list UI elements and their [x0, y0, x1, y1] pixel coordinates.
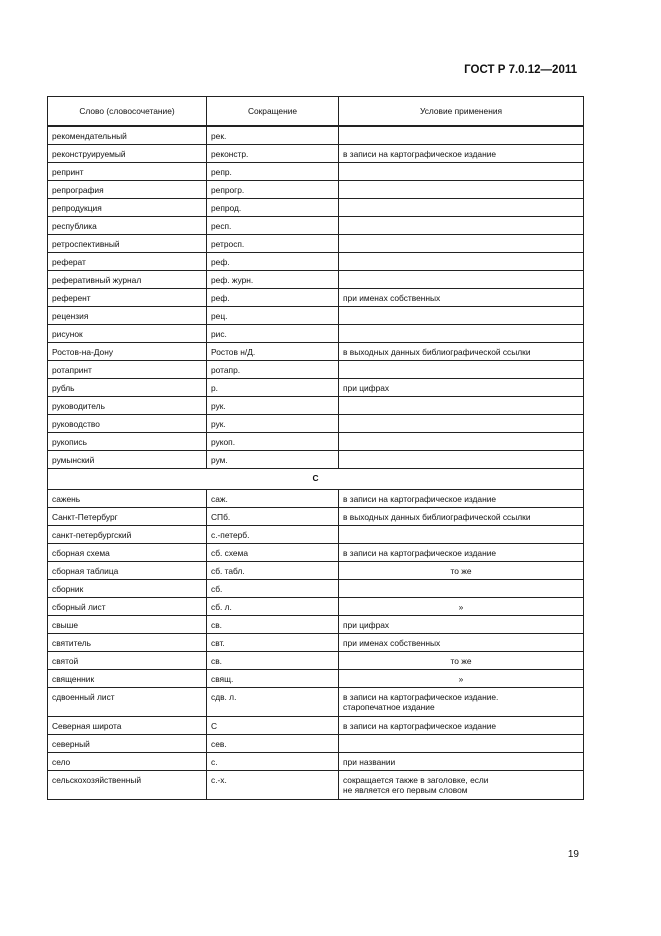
table-row [48, 360, 584, 378]
word-cell: Ростов-на-Дону [48, 342, 207, 360]
word-cell: реферативный журнал [48, 270, 207, 288]
condition-cell [339, 716, 584, 734]
abbreviation-cell: рук. [207, 396, 339, 414]
table-row [48, 144, 584, 162]
condition-cell [339, 597, 584, 615]
word-cell: святитель [48, 633, 207, 651]
table-row [48, 450, 584, 468]
condition-cell [339, 651, 584, 669]
word-cell: святой [48, 651, 207, 669]
abbreviation-cell: репрогр. [207, 180, 339, 198]
condition-cell [339, 306, 584, 324]
word-cell: сажень [48, 489, 207, 507]
abbreviation-cell: с.-х. [207, 770, 339, 799]
abbreviation-cell: Ростов н/Д. [207, 342, 339, 360]
table-row [48, 770, 584, 799]
condition-cell [339, 734, 584, 752]
condition-cell [339, 543, 584, 561]
condition-text: » [458, 673, 464, 684]
condition-cell [339, 687, 584, 716]
table-row [48, 306, 584, 324]
table-row [48, 651, 584, 669]
condition-cell [339, 752, 584, 770]
word-cell: село [48, 752, 207, 770]
page-number: 19 [567, 849, 579, 860]
word-cell: санкт-петербургский [48, 525, 207, 543]
abbreviation-cell: р. [207, 378, 339, 396]
condition-cell [339, 360, 584, 378]
section-row [48, 468, 584, 489]
condition-cell [339, 162, 584, 180]
abbreviation-cell: свящ. [207, 669, 339, 687]
table-row [48, 162, 584, 180]
word-cell: румынский [48, 450, 207, 468]
abbreviation-cell: св. [207, 651, 339, 669]
abbreviation-cell: сдв. л. [207, 687, 339, 716]
word-cell: рисунок [48, 324, 207, 342]
word-cell: репринт [48, 162, 207, 180]
word-cell: репрография [48, 180, 207, 198]
abbreviation-cell: рук. [207, 414, 339, 432]
condition-text: сокращается также в заголовке, если [343, 774, 489, 785]
word-cell: священник [48, 669, 207, 687]
condition-cell [339, 489, 584, 507]
condition-cell [339, 216, 584, 234]
abbreviation-cell: реф. [207, 288, 339, 306]
word-cell: Санкт-Петербург [48, 507, 207, 525]
word-cell: руководитель [48, 396, 207, 414]
table-row [48, 324, 584, 342]
condition-text: в записи на картографическое издание [343, 720, 497, 731]
table-row [48, 252, 584, 270]
condition-cell [339, 288, 584, 306]
table-row [48, 525, 584, 543]
abbreviation-cell: реконстр. [207, 144, 339, 162]
table-row [48, 126, 584, 144]
table-row [48, 198, 584, 216]
condition-text-line2: старопечатное издание [343, 702, 435, 713]
table-row [48, 234, 584, 252]
table-row [48, 489, 584, 507]
condition-cell [339, 126, 584, 144]
table-row [48, 752, 584, 770]
abbreviation-table [47, 96, 584, 800]
condition-cell [339, 770, 584, 799]
condition-text: при именах собственных [343, 292, 441, 303]
condition-cell [339, 396, 584, 414]
abbreviation-cell: рек. [207, 126, 339, 144]
table-row [48, 288, 584, 306]
abbreviation-cell: репрод. [207, 198, 339, 216]
word-cell: северный [48, 734, 207, 752]
column-header-abbreviation: Сокращение [207, 97, 339, 127]
abbreviation-cell: ротапр. [207, 360, 339, 378]
abbreviation-cell: СПб. [207, 507, 339, 525]
condition-cell [339, 198, 584, 216]
section-letter: С [48, 468, 584, 489]
condition-cell [339, 414, 584, 432]
condition-cell [339, 669, 584, 687]
table-row [48, 543, 584, 561]
word-cell: сельскохозяйственный [48, 770, 207, 799]
word-cell: свыше [48, 615, 207, 633]
table-row [48, 734, 584, 752]
table-row [48, 561, 584, 579]
condition-cell [339, 378, 584, 396]
table-row [48, 396, 584, 414]
condition-text: при цифрах [343, 382, 390, 393]
condition-text: при названии [343, 756, 396, 767]
abbreviation-cell: реф. [207, 252, 339, 270]
abbreviation-cell: сб. табл. [207, 561, 339, 579]
word-cell: ретроспективный [48, 234, 207, 252]
table-row [48, 414, 584, 432]
table-row [48, 615, 584, 633]
column-header-condition: Условие применения [339, 97, 584, 127]
condition-cell [339, 270, 584, 288]
abbreviation-cell: ретросп. [207, 234, 339, 252]
table-row [48, 507, 584, 525]
word-cell: сборник [48, 579, 207, 597]
word-cell: рубль [48, 378, 207, 396]
condition-cell [339, 561, 584, 579]
table-row [48, 432, 584, 450]
abbreviation-cell: рукоп. [207, 432, 339, 450]
table-row [48, 687, 584, 716]
word-cell: репродукция [48, 198, 207, 216]
word-cell: рукопись [48, 432, 207, 450]
document-code: ГОСТ Р 7.0.12—2011 [464, 64, 577, 76]
condition-cell [339, 615, 584, 633]
condition-text: в записи на картографическое издание. [343, 691, 499, 702]
abbreviation-cell: репр. [207, 162, 339, 180]
table-row [48, 633, 584, 651]
word-cell: ротапринт [48, 360, 207, 378]
abbreviation-cell: С [207, 716, 339, 734]
abbreviation-cell: с.-петерб. [207, 525, 339, 543]
word-cell: сборный лист [48, 597, 207, 615]
condition-cell [339, 234, 584, 252]
condition-text: в записи на картографическое издание [343, 547, 497, 558]
condition-cell [339, 144, 584, 162]
abbreviation-cell: саж. [207, 489, 339, 507]
condition-text: при цифрах [343, 619, 390, 630]
condition-cell [339, 342, 584, 360]
condition-text: » [458, 601, 464, 612]
condition-cell [339, 252, 584, 270]
table-row [48, 716, 584, 734]
abbreviation-cell: сб. схема [207, 543, 339, 561]
abbreviation-cell: рец. [207, 306, 339, 324]
word-cell: реконструируемый [48, 144, 207, 162]
condition-text: в выходных данных библиографической ссылки [343, 346, 531, 357]
table-row [48, 216, 584, 234]
condition-text-line2: не является его первым словом [343, 785, 468, 796]
condition-text: то же [450, 565, 472, 576]
condition-text: то же [450, 655, 472, 666]
word-cell: республика [48, 216, 207, 234]
condition-text: в выходных данных библиографической ссылки [343, 511, 531, 522]
word-cell: сдвоенный лист [48, 687, 207, 716]
table-row [48, 342, 584, 360]
condition-cell [339, 579, 584, 597]
abbreviation-cell: свт. [207, 633, 339, 651]
abbreviation-cell: с. [207, 752, 339, 770]
word-cell: Северная широта [48, 716, 207, 734]
word-cell: рекомендательный [48, 126, 207, 144]
word-cell: рецензия [48, 306, 207, 324]
word-cell: референт [48, 288, 207, 306]
condition-cell [339, 432, 584, 450]
condition-cell [339, 633, 584, 651]
word-cell: реферат [48, 252, 207, 270]
word-cell: сборная схема [48, 543, 207, 561]
column-header-word: Слово (словосочетание) [48, 97, 207, 127]
condition-cell [339, 180, 584, 198]
table-row [48, 597, 584, 615]
condition-cell [339, 507, 584, 525]
word-cell: руководство [48, 414, 207, 432]
table-row [48, 270, 584, 288]
condition-text: при именах собственных [343, 637, 441, 648]
abbreviation-cell: сев. [207, 734, 339, 752]
table-row [48, 669, 584, 687]
condition-text: в записи на картографическое издание [343, 148, 497, 159]
table-row [48, 378, 584, 396]
condition-cell [339, 525, 584, 543]
table-row [48, 579, 584, 597]
table-header-row [48, 97, 584, 127]
table-row [48, 180, 584, 198]
abbreviation-cell: св. [207, 615, 339, 633]
abbreviation-cell: сб. л. [207, 597, 339, 615]
condition-cell [339, 450, 584, 468]
condition-cell [339, 324, 584, 342]
condition-text: в записи на картографическое издание [343, 493, 497, 504]
abbreviation-cell: рум. [207, 450, 339, 468]
abbreviation-cell: сб. [207, 579, 339, 597]
abbreviation-cell: респ. [207, 216, 339, 234]
abbreviation-cell: реф. журн. [207, 270, 339, 288]
abbreviation-cell: рис. [207, 324, 339, 342]
word-cell: сборная таблица [48, 561, 207, 579]
